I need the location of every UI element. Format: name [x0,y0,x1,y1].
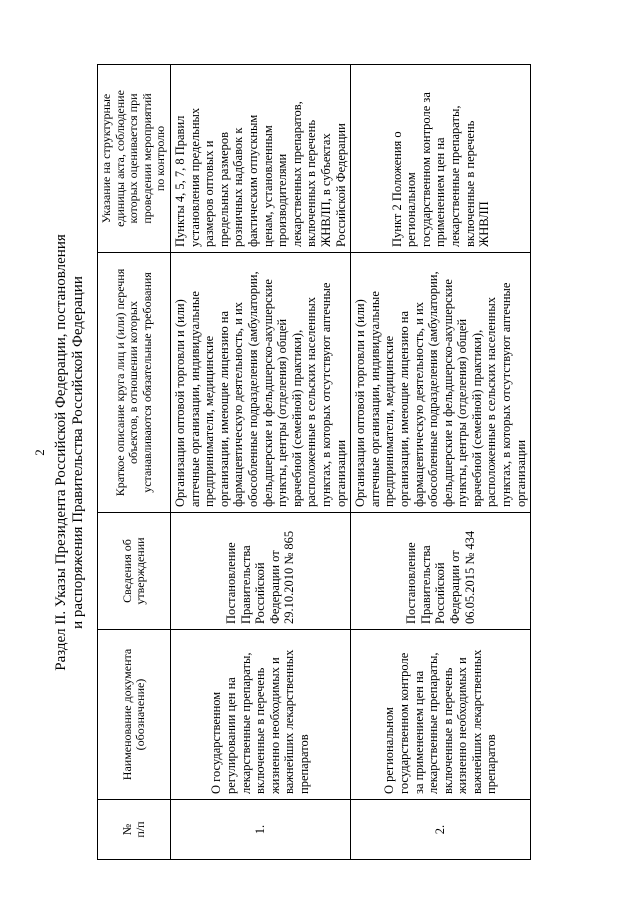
cell-scope-description: Организации оптовой торговли и (или) аптечные организации, индивидуальные предприниматели, медицинские организации, имеющие лицензию на фармацевтическую деятельность, и их обособленные подразделения (амбулатории, фельдшерские и фельдшерско-акушерские пункты, центры (отделения) общей врачебной (семейной) практики), расположенные в сельских населенных пунктах, в которых отсутствуют аптечные организации [171,253,351,513]
header-structural-units: Указание на структурные единицы акта, соблюдение которых оценивается при проведении мероприятий по контролю [98,65,171,253]
table-header-row [98,65,171,860]
cell-approval-info: Постановление Правительства Российской Федерации от 29.10.2010 № 865 [171,513,351,630]
cell-number: 1. [171,800,351,860]
cell-document-name: О государственном регулировании цен на лекарственные препараты, включенные в перечень жизненно необходимых и важнейших лекарственных препаратов [171,630,351,800]
cell-structural-units: Пункт 2 Положения о региональном государственном контроле за применением цен на лекарственные препараты, включенные в перечень ЖНВЛП [351,65,531,253]
header-approval-info: Сведения об утверждении [98,513,171,630]
regulations-table [97,64,531,860]
cell-scope-description: Организации оптовой торговли и (или) аптечные организации, индивидуальные предприниматели, медицинские организации, имеющие лицензию на фармацевтическую деятельность, и их обособленные подразделения (амбулатории, фельдшерские и фельдшерско-акушерские пункты, центры (отделения) общей врачебной (семейной) практики), расположенные в сельских населенных пунктах, в которых отсутствуют аптечные организации [351,253,531,513]
table-row [171,65,351,860]
header-number: № п/п [98,800,171,860]
header-document-name: Наименование документа (обозначение) [98,630,171,800]
page-number: 2 [32,449,47,456]
header-scope-description: Краткое описание круга лиц и (или) перечня объектов, в отношении которых устанавливаются обязательные требования [98,253,171,513]
table-row [351,65,531,860]
cell-structural-units: Пункты 4, 5, 7, 8 Правил установления предельных размеров оптовых и предельных размеров розничных надбавок к фактическим отпускным ценам, установленным производителями лекарственных препаратов, включенных в перечень ЖНВЛП, в субъектах Российской Федерации [171,65,351,253]
cell-number: 2. [351,800,531,860]
section-title: Раздел II. Указы Президента Российской Федерации, постановления и распоряжения Правительства Российской Федерации [53,234,86,671]
cell-approval-info: Постановление Правительства Российской Федерации от 06.05.2015 № 434 [351,513,531,630]
cell-document-name: О региональном государственном контроле за применением цен на лекарственные препараты, включенные в перечень жизненно необходимых и важнейших лекарственных препаратов [351,630,531,800]
